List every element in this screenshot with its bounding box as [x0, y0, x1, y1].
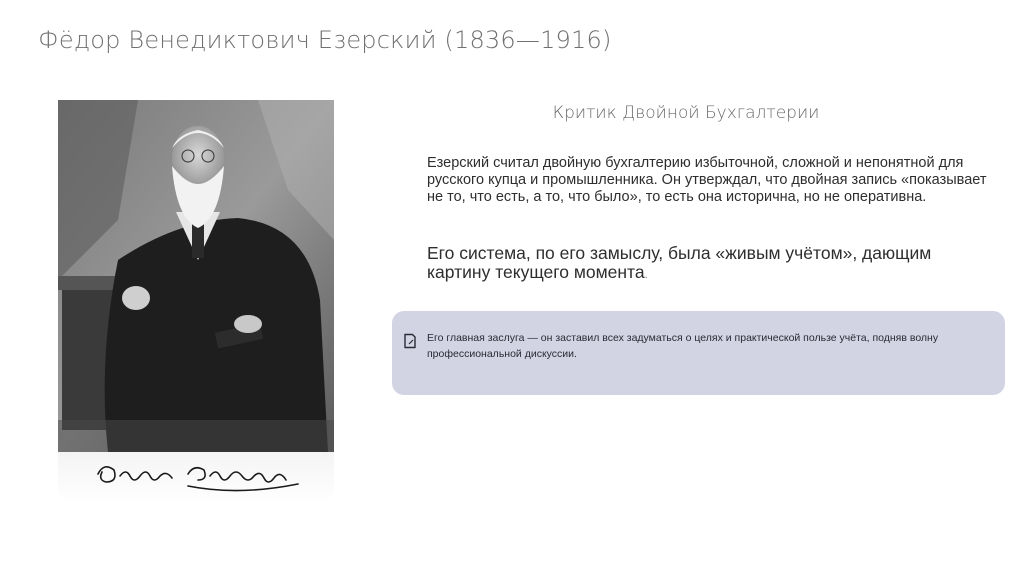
slide-title: Фёдор Венедиктович Езерский (1836—1916) — [38, 26, 612, 54]
paragraph-criticism: Езерский считал двойную бухгалтерию избыточной, сложной и непонятной для русского купца и промышленника. Он утверждал, что двойная запись «показывает не то, что есть, а то, что было», то есть она исторична, но не оперативна. — [427, 155, 987, 205]
section-subtitle: Критик Двойной Бухгалтерии — [552, 103, 820, 123]
signature-drawing — [58, 452, 334, 504]
signature — [58, 452, 334, 504]
portrait-photo — [58, 100, 334, 452]
note-icon — [403, 333, 417, 349]
portrait-image — [58, 100, 334, 504]
callout-text: Его главная заслуга — он заставил всех задуматься о целях и практической пользе учёта, подняв волну профессиональной дискуссии. — [427, 332, 939, 360]
paragraph-system-end: . — [644, 269, 648, 281]
paragraph-system — [427, 244, 967, 285]
callout-box — [392, 311, 1005, 395]
paragraph-system-text: Его система, по его замыслу, была «живым учётом», дающим картину текущего момента — [427, 243, 932, 282]
